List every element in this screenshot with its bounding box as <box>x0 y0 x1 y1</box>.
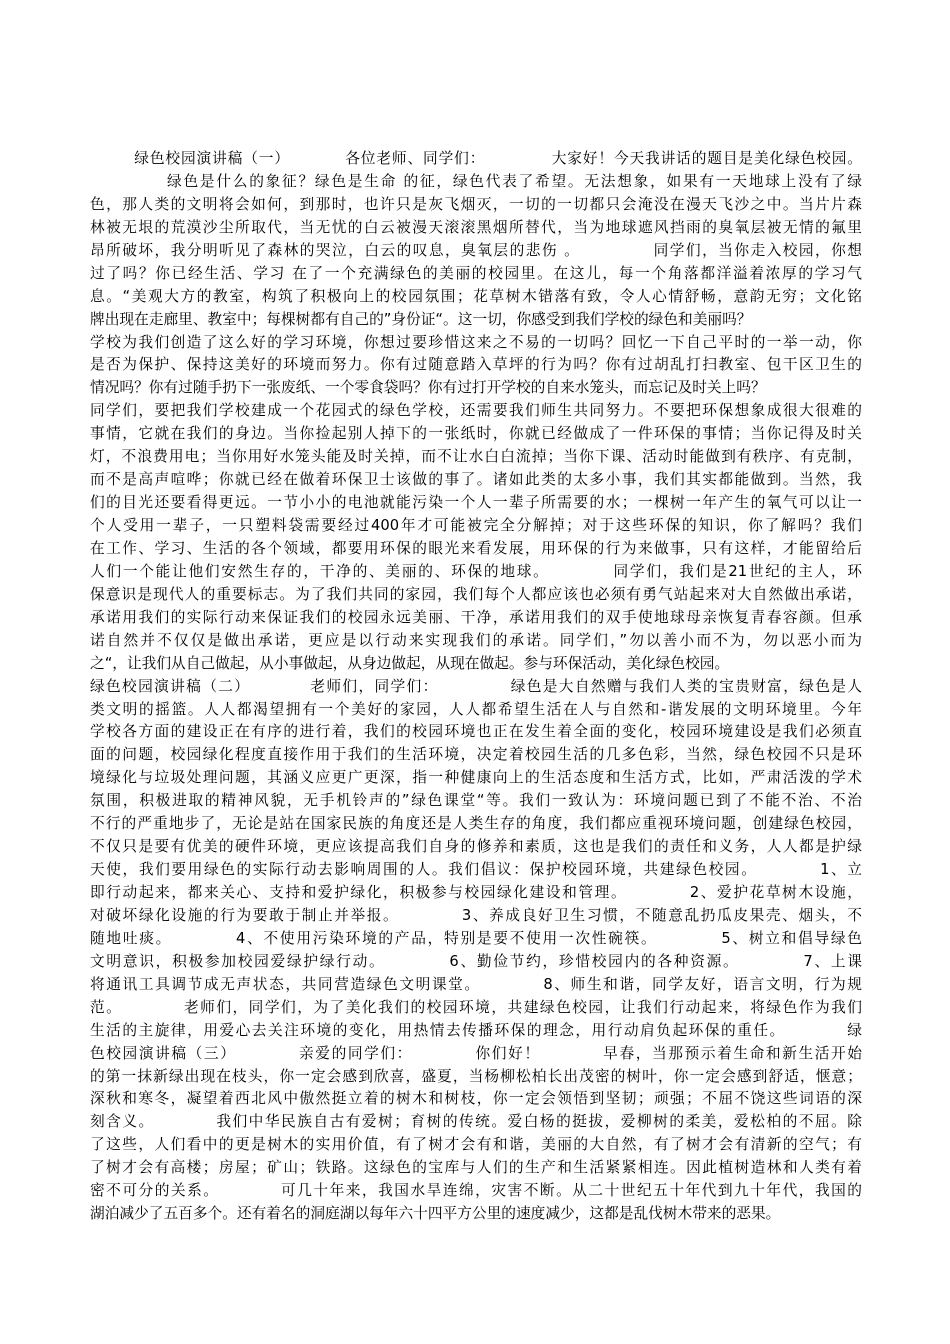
text-line: 事情，它就在我们的身边。当你捡起别人掉下的一张纸时，你就已经做成了一件环保的事情；当你记得及时关 <box>90 425 862 443</box>
text-line: 同学们，要把我们学校建成一个花园式的绿色学校，还需要我们师生共同努力。不要把环保想象成很大很难的 <box>90 402 862 420</box>
text-line: 生活的主旋律，用爱心去关注环境的变化，用热情去传播环保的理念，用行动肩负起环保的重任。 绿 <box>90 1021 862 1039</box>
text-line: 色校园演讲稿（三） 亲爱的同学们： 你们好！ 早春，当那预示着生命和新生活开始 <box>90 1044 862 1062</box>
text-line: 刻含义。 我们中华民族自古有爱树；育树的传统。爱白杨的挺拔，爱柳树的柔美，爱松柏的不屈。除 <box>90 1113 862 1131</box>
text-line: 而不是高声喧哗；你就已经在做着环保卫士该做的事了。诸如此类的太多小事，我们其实都能做到。当然，我 <box>90 471 862 489</box>
text-line: 对破坏绿化设施的行为要敢于制止并举报。 3、养成良好卫生习惯，不随意乱扔瓜皮果壳、烟头，不 <box>90 906 862 924</box>
text-line: 密不可分的关系。 可几十年来，我国水旱连绵，灾害不断。从二十世纪五十年代到九十年代，我国的 <box>90 1182 862 1200</box>
text-line: 息。“美观大方的教室，构筑了积极向上的校园氛围；花草树木错落有致，令人心情舒畅，意韵无穷；文化铭 <box>90 287 862 305</box>
text-line: 绿色校园演讲稿（一） 各位老师、同学们： 大家好！今天我讲话的题目是美化绿色校园。 <box>90 150 862 167</box>
text-line: 湖泊减少了五百多个。还有着名的洞庭湖以每年六十四平方公里的速度减少，这都是乱伐树木带来的恶果。 <box>90 1205 781 1223</box>
text-line: 昂所破坏，我分明听见了森林的哭泣，白云的叹息，臭氧层的悲伤 。 同学们，当你走入校园，你想 <box>90 241 862 259</box>
text-line: 是否为保护、保持这美好的环境而努力。你有过随意踏入草坪的行为吗？你有过胡乱打扫教室、包干区卫生的 <box>90 356 862 374</box>
text-line: 个人受用一辈子，一只塑料袋需要经过400年才可能被完全分解掉；对于这些环保的知识，你了解吗？我们 <box>90 517 862 534</box>
text-line: 色，那人类的文明将会如何，到那时，也许只是灰飞烟灭，一切的一切都只会淹没在漫天飞沙之中。当片片森 <box>90 195 862 213</box>
text-line: 天使，我们要用绿色的实际行动去影响周围的人。我们倡议：保护校园环境，共建绿色校园。 1、立 <box>90 861 862 879</box>
text-line: 林被无垠的荒漠沙尘所取代，当无忧的白云被漫天滚滚黑烟所替代，当为地球遮风挡雨的臭氧层被无情的氟里 <box>90 218 862 236</box>
text-line: 牌出现在走廊里、教室中；每棵树都有自己的”身份证“。这一切，你感受到我们学校的绿色和美丽吗？ <box>90 310 752 328</box>
text-line: 之“，让我们从自己做起，从小事做起，从身边做起，从现在做起。参与环保活动，美化绿色校园。 <box>90 654 730 672</box>
text-line: 范。 老师们，同学们，为了美化我们的校园环境，共建绿色校园，让我们行动起来，将绿色作为我们 <box>90 998 862 1016</box>
text-line: 诺自然并不仅仅是做出承诺，更应是以行动来实现我们的承诺。同学们，”勿以善小而不为，勿以恶小而为 <box>90 631 862 649</box>
text-line: 情况吗？你有过随手扔下一张废纸、一个零食袋吗？你有过打开学校的自来水笼头，而忘记及时关上吗？ <box>90 379 766 397</box>
text-line: 氛围，积极进取的精神风貌，无手机铃声的”绿色课堂“等。我们一致认为：环境问题已到了不能不治、不治 <box>90 792 862 810</box>
text-line: 不行的严重地步了，无论是站在国家民族的角度还是人类生存的角度，我们都应重视环境问题，创建绿色校园， <box>90 815 862 833</box>
text-line: 绿色校园演讲稿（二） 老师们，同学们： 绿色是大自然赠与我们人类的宝贵财富，绿色是人 <box>90 677 862 695</box>
text-line: 文明意识，积极参加校园爱绿护绿行动。 6、勤俭节约，珍惜校园内的各种资源。 7、上课 <box>90 952 862 970</box>
text-line: 了树才会有高楼；房屋；矿山；铁路。这绿色的宝库与人们的生产和生活紧紧相连。因此植树造林和人类有着 <box>90 1159 862 1177</box>
text-line: 绿色是什么的象征？绿色是生命 的征，绿色代表了希望。无法想象，如果有一天地球上没有了绿 <box>90 172 862 190</box>
text-line: 学校各方面的建设正在有序的进行着，我们的校园环境也正在发生着全面的变化，校园环境建设是我们必须直 <box>90 723 862 741</box>
text-line: 面的问题，校园绿化程度直接作用于我们的生活环境，决定着校园生活的几多色彩，当然，绿色校园不只是环 <box>90 746 862 764</box>
speech-text-body <box>90 148 862 1226</box>
text-line: 不仅只是要有优美的硬件环境，更应该提高我们自身的修养和素质，这也是我们的责任和义务，人人都是护绿 <box>90 838 862 856</box>
text-line: 类文明的摇篮。人人都渴望拥有一个美好的家园，人人都希望生活在人与自然和-谐发展的文明环境里。今年 <box>90 700 862 718</box>
text-line: 承诺用我们的实际行动来保证我们的校园永远美丽、干净，承诺用我们的双手使地球母亲恢复青春容颜。但承 <box>90 608 862 626</box>
text-line: 人们一个能让他们安然生存的，干净的、美丽的、环保的地球。 同学们，我们是21世纪的主人，环 <box>90 562 862 580</box>
text-line: 深秋和寒冬，凝望着西北风中傲然挺立着的树木和树枝，你一定会领悟到坚韧；顽强；不屈不饶这些词语的深 <box>90 1090 862 1108</box>
text-line: 即行动起来，都来关心、支持和爱护绿化，积极参与校园绿化建设和管理。 2、爱护花草树木设施， <box>90 884 862 901</box>
text-line: 过了吗？你已经生活、学习 在了一个充满绿色的美丽的校园里。在这儿，每一个角落都洋溢着浓厚的学习气 <box>90 264 862 282</box>
text-line: 灯，不浪费用电；当你用好水笼头能及时关掉，而不让水白白流掉；当你下课、活动时能做到有秩序、有克制， <box>90 448 862 466</box>
text-line: 在工作、学习、生活的各个领域，都要用环保的眼光来看发展，用环保的行为来做事，只有这样，才能留给后 <box>90 539 862 557</box>
text-line: 们的目光还要看得更远。一节小小的电池就能污染一个人一辈子所需要的水；一棵树一年产生的氧气可以让一 <box>90 494 862 512</box>
text-line: 的第一抹新绿出现在枝头，你一定会感到欣喜，盛夏，当杨柳松柏长出茂密的树叶，你一定会感到舒适，惬意； <box>90 1067 862 1085</box>
text-line: 保意识是现代人的重要标志。为了我们共同的家园，我们每个人都应该也必须有勇气站起来对大自然做出承诺， <box>90 585 862 603</box>
text-line: 随地吐痰。 4、不使用污染环境的产品，特别是要不使用一次性碗筷。 5、树立和倡导绿色 <box>90 929 862 947</box>
text-line: 境绿化与垃圾处理问题，其涵义应更广更深，指一种健康向上的生活态度和生活方式，比如，严肃活泼的学术 <box>90 769 862 787</box>
text-line: 了这些，人们看中的更是树木的实用价值，有了树才会有和谐，美丽的大自然，有了树才会有清新的空气；有 <box>90 1136 862 1154</box>
text-line: 将通讯工具调节成无声状态，共同营造绿色文明课堂。 8、师生和谐，同学友好，语言文明，行为规 <box>90 975 862 993</box>
text-line: 学校为我们创造了这么好的学习环境，你想过要珍惜这来之不易的一切吗？回忆一下自己平时的一举一动，你 <box>90 333 862 351</box>
